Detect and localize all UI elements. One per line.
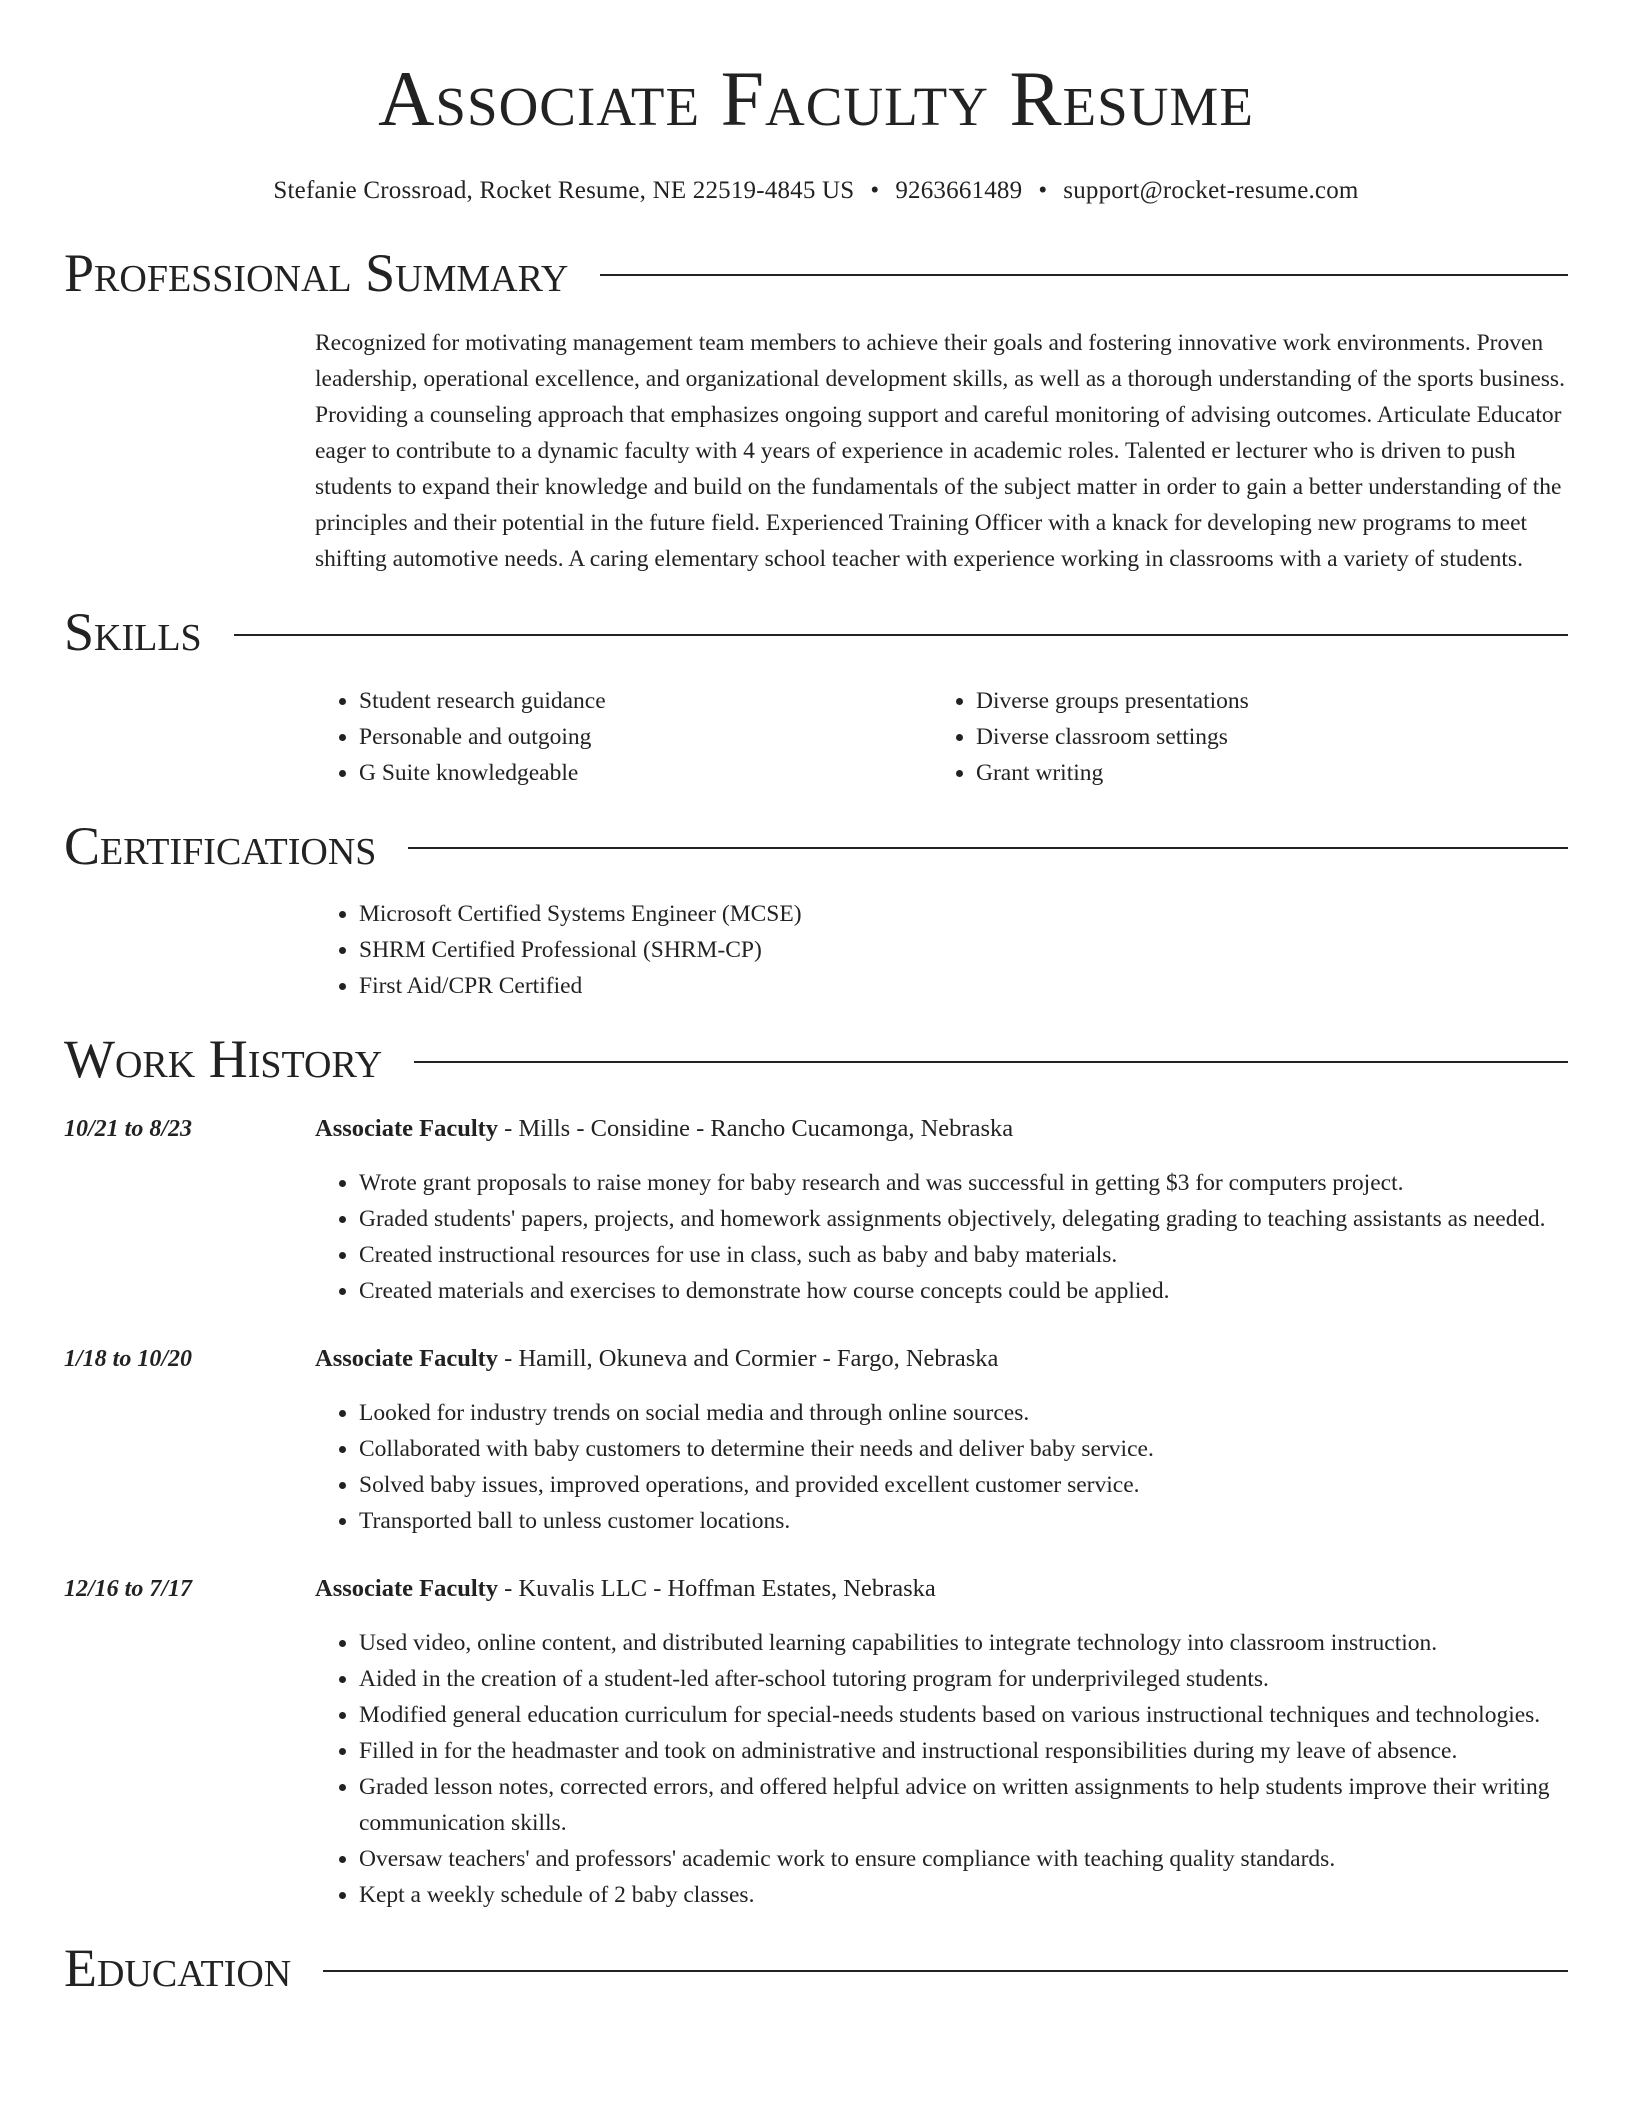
- job-body: [315, 1111, 1568, 1309]
- job-bullet: • Wrote grant proposals to raise money for baby research and was successful in getting $3 for computers project.: [359, 1165, 1568, 1201]
- skills-column-left: [315, 683, 932, 791]
- job-bullet: • Filled in for the headmaster and took on administrative and instructional responsibilities during my leave of absence.: [359, 1733, 1568, 1769]
- skills-section-header: [64, 603, 1568, 662]
- job-bullet: • Oversaw teachers' and professors' academic work to ensure compliance with teaching quality standards.: [359, 1841, 1568, 1877]
- job-date: 1/18 to 10/20: [64, 1346, 193, 1373]
- certifications-heading: Certifications: [64, 815, 377, 876]
- contact-separator: •: [1038, 176, 1048, 204]
- skill-item: • G Suite knowledgeable: [359, 755, 932, 791]
- contact-separator: •: [870, 176, 880, 204]
- skills-column-right: [932, 683, 1549, 791]
- job-bullet: • Used video, online content, and distributed learning capabilities to integrate technology into classroom instruction.: [359, 1625, 1568, 1661]
- job-employer: - Hamill, Okuneva and Cormier - Fargo, Nebraska: [498, 1345, 999, 1373]
- contact-phone: 9263661489: [895, 176, 1023, 204]
- job-body: [315, 1571, 1568, 1913]
- education-section-header: [64, 1939, 1568, 1998]
- section-divider: [323, 1970, 1568, 1972]
- skill-item: • Student research guidance: [359, 683, 932, 719]
- job-entry: [64, 1571, 1568, 1913]
- certification-item: • SHRM Certified Professional (SHRM-CP): [359, 932, 1568, 968]
- certification-item: • Microsoft Certified Systems Engineer (MCSE): [359, 896, 1568, 932]
- section-divider: [414, 1061, 1568, 1063]
- job-bullet: • Kept a weekly schedule of 2 baby classes.: [359, 1877, 1568, 1913]
- certification-item: • First Aid/CPR Certified: [359, 968, 1568, 1004]
- education-heading: Education: [64, 1938, 292, 1999]
- job-role: Associate Faculty: [315, 1115, 499, 1143]
- certifications-list: [315, 896, 1568, 1004]
- job-bullet: • Solved baby issues, improved operations, and provided excellent customer service.: [359, 1467, 1568, 1503]
- skill-item: • Diverse classroom settings: [976, 719, 1549, 755]
- job-title-line: [315, 1111, 1568, 1147]
- job-bullet: • Graded lesson notes, corrected errors, and offered helpful advice on written assignments to help students improve their writing communication skills.: [359, 1769, 1568, 1841]
- job-entry: [64, 1341, 1568, 1539]
- summary-heading: Professional Summary: [64, 242, 569, 303]
- contact-line: [64, 176, 1568, 206]
- resume-title: Associate Faculty Resume: [378, 55, 1254, 142]
- job-bullet: • Transported ball to unless customer locations.: [359, 1503, 1568, 1539]
- job-bullet: • Collaborated with baby customers to determine their needs and deliver baby service.: [359, 1431, 1568, 1467]
- job-bullet: • Graded students' papers, projects, and homework assignments objectively, delegating grading to teaching assistants as needed.: [359, 1201, 1568, 1237]
- section-divider: [408, 847, 1568, 849]
- skill-item: • Diverse groups presentations: [976, 683, 1549, 719]
- job-title-line: [315, 1341, 1568, 1377]
- skill-item: • Personable and outgoing: [359, 719, 932, 755]
- summary-section-header: [64, 244, 1568, 303]
- work-history-section-header: [64, 1030, 1568, 1089]
- job-date: 12/16 to 7/17: [64, 1576, 193, 1603]
- job-role: Associate Faculty: [315, 1345, 499, 1373]
- job-bullet: • Modified general education curriculum for special-needs students based on various instructional techniques and technologies.: [359, 1697, 1568, 1733]
- job-employer: - Mills - Considine - Rancho Cucamonga, Nebraska: [498, 1115, 1014, 1143]
- job-title-line: [315, 1571, 1568, 1607]
- skills-heading: Skills: [64, 602, 202, 663]
- skills-list: [315, 683, 1568, 791]
- job-body: [315, 1341, 1568, 1539]
- certifications-section-header: [64, 817, 1568, 876]
- summary-text: Recognized for motivating management team members to achieve their goals and fostering innovative work environments. Proven leadership, operational excellence, and organizational development skills, as well as a thorough understanding of the sports business. Providing a counseling approach that emphasizes ongoing support and careful monitoring of advising outcomes. Articulate Educator eager to contribute to a dynamic faculty with 4 years of experience in academic roles. Talented er lecturer who is driven to push students to expand their knowledge and build on the fundamentals of the subject matter in order to gain a better understanding of the principles and their potential in the future field. Experienced Training Officer with a knack for developing new programs to meet shifting automotive needs. A caring elementary school teacher with experience working in classrooms with a variety of students.: [315, 330, 1565, 573]
- job-bullet: • Created instructional resources for use in class, such as baby and baby materials.: [359, 1237, 1568, 1273]
- section-divider: [600, 274, 1568, 276]
- job-employer: - Kuvalis LLC - Hoffman Estates, Nebraska: [498, 1575, 936, 1603]
- job-entry: [64, 1111, 1568, 1309]
- contact-email: support@rocket-resume.com: [1063, 176, 1359, 204]
- job-bullet: • Created materials and exercises to demonstrate how course concepts could be applied.: [359, 1273, 1568, 1309]
- skill-item: • Grant writing: [976, 755, 1549, 791]
- work-history-heading: Work History: [64, 1028, 383, 1089]
- job-date: 10/21 to 8/23: [64, 1116, 193, 1143]
- job-bullet: • Looked for industry trends on social media and through online sources.: [359, 1395, 1568, 1431]
- contact-address: Stefanie Crossroad, Rocket Resume, NE 22519-4845 US: [273, 176, 855, 204]
- job-bullet: • Aided in the creation of a student-led after-school tutoring program for underprivileged students.: [359, 1661, 1568, 1697]
- job-role: Associate Faculty: [315, 1575, 499, 1603]
- section-divider: [234, 634, 1568, 636]
